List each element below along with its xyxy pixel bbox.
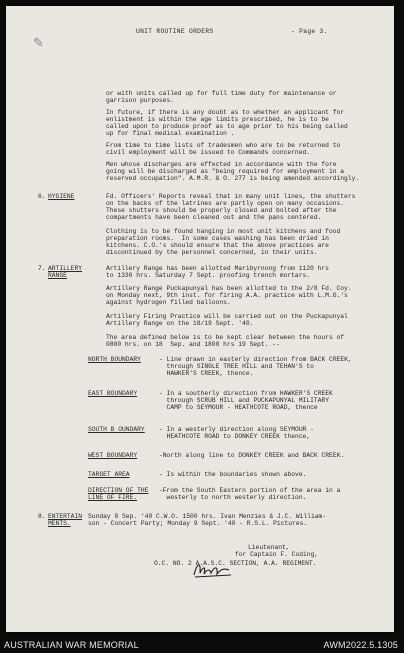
- hygiene-line: discontinued by the personnel concerned, in their units.: [106, 249, 318, 256]
- entertain-heading: ENTERTAIN: [48, 513, 83, 520]
- footer-archive-name: AUSTRALIAN WAR MEMORIAL: [4, 640, 139, 650]
- artillery-line: against hydrogen filled balloons.: [106, 299, 231, 306]
- boundary-text: - In a southerly direction from HAWKER'S CREEK: [159, 390, 333, 397]
- signature-rank: Lieutenant,: [248, 544, 290, 551]
- header-title: UNIT ROUTINE ORDERS: [136, 28, 214, 35]
- boundary-label: TARGET AREA: [88, 471, 130, 478]
- boundary-label: EAST BOUNDARY: [88, 390, 138, 397]
- intro-line: or with units called up for full time duty for maintenance or: [106, 90, 337, 97]
- artillery-line: Artillery Range has been allotted Maribyrnong from 1120 hrs: [106, 265, 329, 272]
- boundary-label: WEST BOUNDARY: [88, 452, 138, 459]
- intro-line: In future, if there is any doubt as to whether an applicant for: [106, 109, 345, 116]
- hygiene-line: Clothing is to be found hanging in most unit kitchens and food: [106, 228, 341, 235]
- fire-direction-text: -From the South Eastern portion of the area in a: [159, 487, 341, 494]
- intro-line: called upon to produce proof as to age prior to his being called: [106, 123, 348, 130]
- section-number: 6.: [38, 193, 46, 200]
- intro-line: civil employment will be issued to Commands concerned.: [106, 149, 311, 156]
- artillery-line: Artillery Firing Practice will be carried out on the Puckapunyal: [106, 313, 348, 320]
- entertain-heading: MENTS.: [48, 520, 71, 527]
- artillery-heading: ARTILLERY: [48, 265, 83, 272]
- boundary-text: -North along line to DONKEY CREEK and BACK CREEK.: [159, 452, 345, 459]
- intro-line: reserved occupation". A.M.R. & O. 277 is being amended accordingly.: [106, 175, 360, 182]
- intro-line: garrison purposes.: [106, 97, 175, 104]
- artillery-heading: RANGE: [48, 272, 67, 279]
- boundary-text: - In a westerly direction along SEYMOUR -: [159, 426, 314, 433]
- hygiene-line: These shutters should be properly closed and bolted after the: [106, 207, 337, 214]
- entertain-line: Sunday 8 Sep. '40 C.W.O. 1500 hrs. Ivan Menzies & J.C. William-: [88, 513, 327, 520]
- handwritten-mark: ✎: [33, 36, 44, 51]
- fire-direction-text: westerly to north westerly direction.: [159, 494, 307, 501]
- intro-line: Men whose discharges are effected in accordance with the fore: [106, 161, 337, 168]
- signature-for: for Captain F. Coding,: [235, 551, 319, 558]
- footer-reference: AWM2022.5.1305: [323, 640, 398, 650]
- artillery-line: The area defined below is to be kept clear between the hours of: [106, 334, 345, 341]
- artillery-line: Artillery Range on the 18/19 Sept. '40.: [106, 320, 254, 327]
- artillery-line: to 1330 hrs. Saturday 7 Sept. proofing trench mortars.: [106, 272, 311, 279]
- boundary-label: SOUTH B OUNDARY: [88, 426, 145, 433]
- hygiene-line: Fd. Officers' Reports reveal that in many unit lines, the shutters: [106, 193, 356, 200]
- boundary-text: through SCRUB HILL and PUCKAPUNYAL MILITARY: [159, 397, 330, 404]
- boundary-label: NORTH BOUNDARY: [88, 356, 141, 363]
- intro-line: From time to time lists of tradesmen who are to be returned to: [106, 142, 341, 149]
- boundary-text: through SINGLE TREE HILL and TEHAN'S to: [159, 363, 314, 370]
- section-number: 7.: [38, 265, 46, 272]
- intro-line: up for final medical examination .: [106, 130, 235, 137]
- header-page: - Page 3.: [291, 28, 328, 35]
- boundary-text: HAWKER'S CREEK, thence.: [159, 370, 254, 377]
- intro-line: going will be discharged as "being required for employment in a: [106, 168, 345, 175]
- page-header: [136, 28, 328, 36]
- fire-direction-label: LINE OF FIRE.: [88, 494, 138, 501]
- artillery-line: on Monday next, 9th inst. for firing A.A. practice with L.M.G.'s: [106, 292, 348, 299]
- hygiene-line: preparation rooms. In some cases washing has been dried in: [106, 235, 329, 242]
- signature-unit: O.C. NO. 2 A.A.S.C. SECTION, A.A. REGIMENT.: [154, 560, 317, 567]
- hygiene-line: on the backs of the latrines are partly open on many occasions.: [106, 200, 345, 207]
- boundary-text: - Is within the boundaries shown above.: [159, 471, 307, 478]
- artillery-line: Artillery Range Puckapunyal has been allotted to the 2/8 Fd. Coy.: [106, 285, 352, 292]
- hygiene-line: kitchens. C.O.'s should ensure that the above practices are: [106, 242, 329, 249]
- hygiene-line: compartments have been cleaned out and the pans centered.: [106, 214, 322, 221]
- boundary-text: CAMP to SEYMOUR - HEATHCOTE ROAD, thence: [159, 404, 318, 411]
- boundary-text: - Line drawn in easterly direction from BACK CREEK,: [159, 356, 352, 363]
- artillery-line: 0800 hrs. on 18 Sep. and 1800 hrs 19 Sept. --: [106, 341, 280, 348]
- document-page: [6, 6, 394, 632]
- boundary-text: HEATHCOTE ROAD to DONKEY CREEK thence,: [159, 433, 311, 440]
- fire-direction-label: DIRECTION OF THE: [88, 487, 149, 494]
- entertain-line: son - Concert Party; Monday 9 Sept. '40 - R.S.L. Pictures.: [88, 520, 308, 527]
- section-number: 8.: [38, 513, 46, 520]
- intro-line: enlistment is within the age limits prescribed, he is to be: [106, 116, 329, 123]
- hygiene-heading: HYGIENE: [48, 193, 75, 200]
